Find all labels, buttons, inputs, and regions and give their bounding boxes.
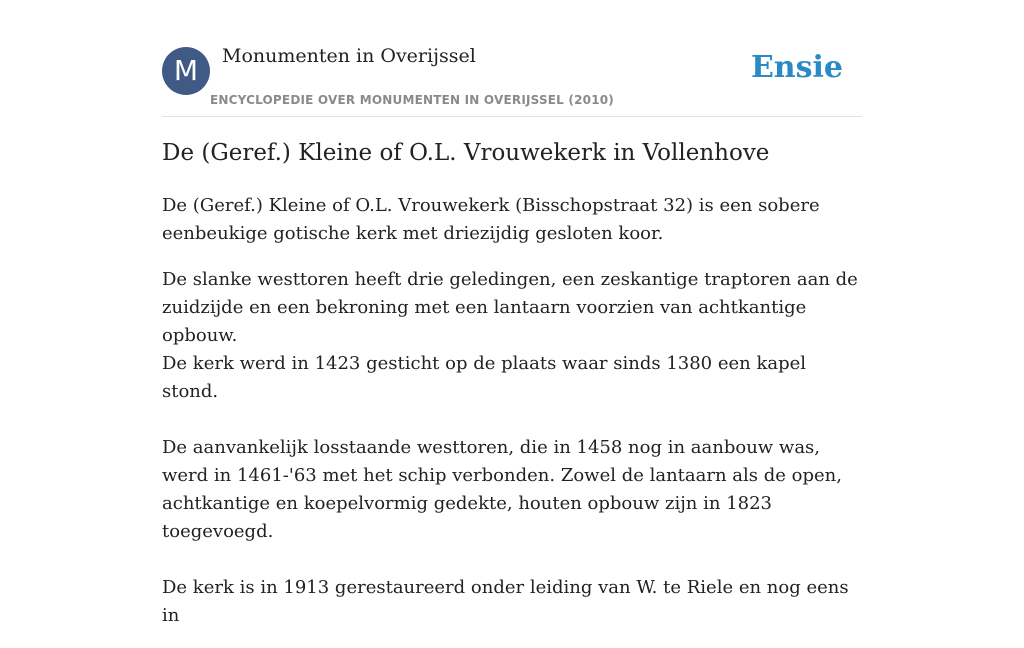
source-avatar[interactable]: M <box>162 47 210 95</box>
article-body <box>162 192 862 648</box>
article-title: De (Geref.) Kleine of O.L. Vrouwekerk in Vollenhove <box>162 140 770 166</box>
article-paragraph: De slanke westtoren heeft drie geledingen, een zeskantige traptoren aan de zuidzijde en een bekroning met een lantaarn voorzien van achtkantige opbouw. De kerk werd in 1423 gesticht op de plaats waar sinds 1380 een kapel stond. De aanvankelijk losstaande westtoren, die in 1458 nog in aanbouw was, werd in 1461-'63 met het schip verbonden. Zowel de lantaarn als de open, achtkantige en koepelvormig gedekte, houten opbouw zijn in 1823 toegevoegd. De kerk is in 1913 gerestaureerd onder leiding van W. te Riele en nog eens in <box>162 269 858 626</box>
source-title[interactable]: Monumenten in Overijssel <box>222 45 476 67</box>
article-paragraph: De (Geref.) Kleine of O.L. Vrouwekerk (Bisschopstraat 32) is een sobere eenbeukige gotische kerk met driezijdig gesloten koor. <box>162 195 820 244</box>
content-column <box>162 0 862 626</box>
source-header <box>162 0 862 117</box>
source-subtitle: ENCYCLOPEDIE OVER MONUMENTEN IN OVERIJSSEL (2010) <box>210 93 614 107</box>
ensie-logo[interactable]: Ensie <box>750 50 843 85</box>
